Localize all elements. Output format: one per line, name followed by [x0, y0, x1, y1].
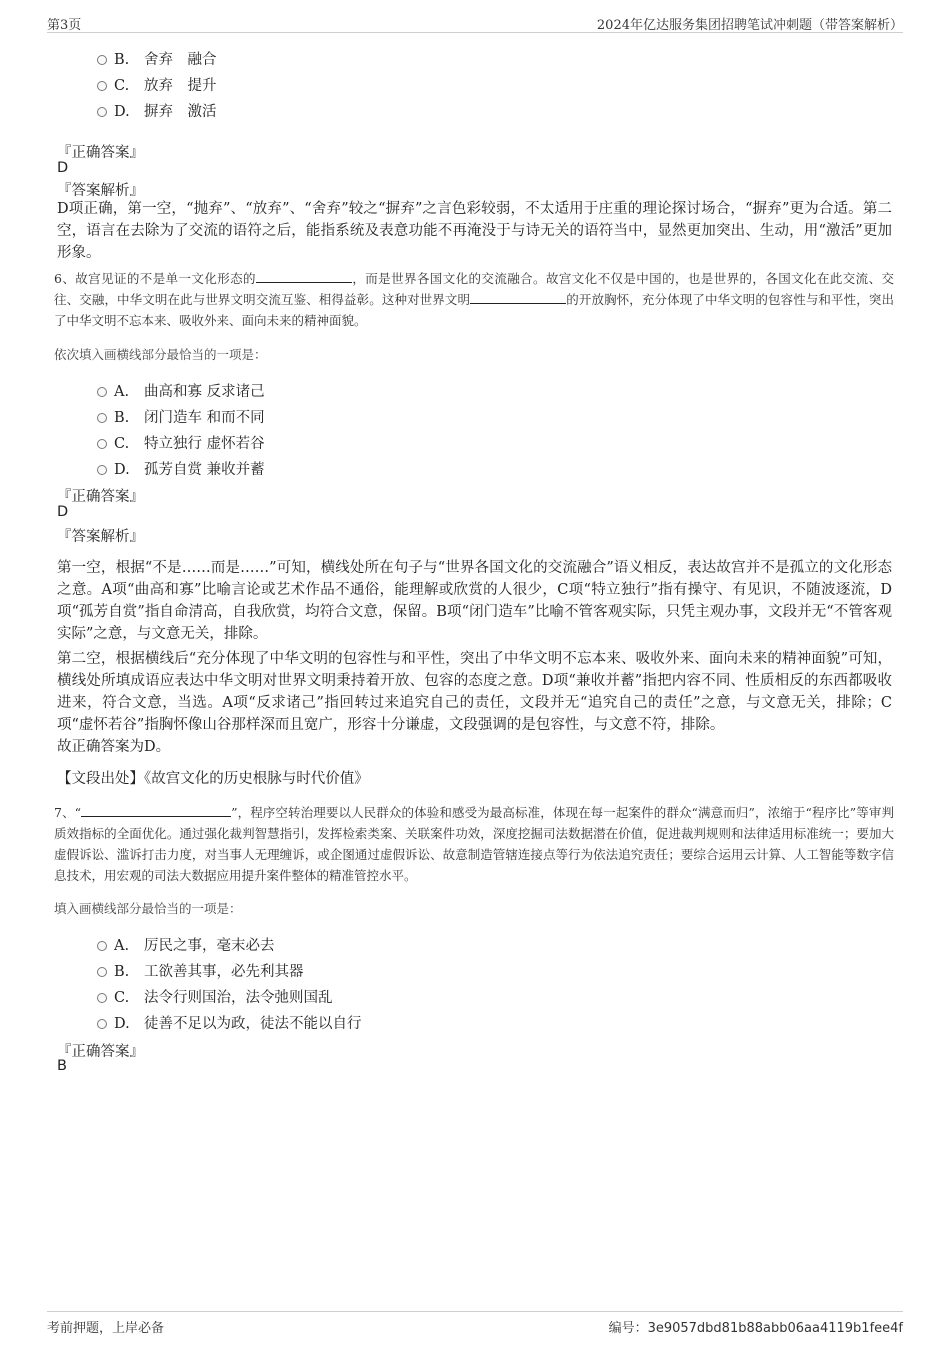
radio-icon[interactable] [97, 465, 107, 475]
page-number: 第3页 [47, 18, 82, 33]
q7-stem: 7、“ ”，程序空转治理要以人民群众的体验和感受为最高标准，体现在每一起案件的群众“满意而归”，浓缩于“程序比”等审判质效指标的全面优化。通过强化裁判智慧指引，发挥检索类案、关联案件功效，深度挖掘司法数据潜在价值，促进裁判规则和法律适用标准统一；要加大虚假诉讼、滥诉打击力度，对当事人无理缠诉，或企图通过虚假诉讼、故意制造管辖连接点等行为依法追究责任；要综合运用云计算、人工智能等数字信息技术，用宏观的司法大数据应用提升案件整体的精准管控水平。 [54, 805, 894, 883]
document-title: 2024年亿达服务集团招聘笔试冲刺题（带答案解析） [596, 18, 903, 33]
q7-blank [81, 804, 231, 817]
q7-option-c[interactable]: C. 法令行则国治，法令弛则国乱 [97, 986, 333, 1007]
radio-icon[interactable] [97, 55, 107, 65]
q6-analysis-p2: 第二空，根据横线后“充分体现了中华文明的包容性与和平性，突出了中华文明不忘本来、吸收外来、面向未来的精神面貌”可知，横线处所填成语应表达中华文明对世界文明秉持着开放、包容的态度之意。D项“兼收并蓄”指把内容不同、性质相反的东西都吸收进来，符合文意，当选。A项“反求诸己”指回转过来追究自己的责任，文段并无“追究自己的责任”之意，与文意无关，排除；C项“虚怀若谷”指胸怀像山谷那样深而且宽广，形容十分谦虚，文段强调的是包容性，与文意不符，排除。 [57, 651, 892, 733]
radio-icon[interactable] [97, 413, 107, 423]
radio-icon[interactable] [97, 941, 107, 951]
q7-answer: B [57, 1058, 67, 1074]
radio-icon[interactable] [97, 1019, 107, 1029]
q5-answer-label: 『正确答案』 [57, 145, 144, 161]
q6-analysis-p1: 第一空，根据“不是……而是……”可知，横线处所在句子与“世界各国文化的交流融合”语义相反，表达故宫并不是孤立的文化形态之意。A项“曲高和寡”比喻言论或艺术作品不通俗，能理解或欣赏的人很少，C项“特立独行”指有操守、有见识，不随波逐流，D项“孤芳自赏”指自命清高，自我欣赏，均符合文意，保留。B项“闭门造车”比喻不管客观实际，只凭主观办事，文段并无“不管客观实际”之意，与文意无关，排除。 [57, 560, 892, 642]
q6-instruction: 依次填入画横线部分最恰当的一项是： [54, 347, 267, 362]
q6-option-d[interactable]: D. 孤芳自赏 兼收并蓄 [97, 458, 265, 479]
q5-option-b[interactable]: B. 舍弃 融合 [97, 48, 217, 69]
q6-blank-2 [470, 291, 566, 304]
q6-option-c[interactable]: C. 特立独行 虚怀若谷 [97, 432, 265, 453]
q7-answer-label: 『正确答案』 [57, 1044, 144, 1060]
q5-analysis-label: 『答案解析』 [57, 183, 144, 199]
radio-icon[interactable] [97, 439, 107, 449]
page-footer [47, 1311, 903, 1336]
q7-instruction: 填入画横线部分最恰当的一项是： [54, 901, 242, 916]
radio-icon[interactable] [97, 107, 107, 117]
radio-icon[interactable] [97, 993, 107, 1003]
radio-icon[interactable] [97, 967, 107, 977]
q5-option-c[interactable]: C. 放弃 提升 [97, 74, 217, 95]
radio-icon[interactable] [97, 81, 107, 91]
footer-slogan: 考前押题，上岸必备 [47, 1321, 165, 1336]
radio-icon[interactable] [97, 387, 107, 397]
q6-answer-label: 『正确答案』 [57, 489, 144, 505]
q5-analysis: D项正确，第一空，“抛弃”、“放弃”、“舍弃”较之“摒弃”之言色彩较弱，不太适用于庄重的理论探讨场合，“摒弃”更为合适。第二空，语言在去除为了交流的语符之后，能指系统及表意功能不再淹没于与诗无关的语符当中，显然更加突出、生动，用“激活”更加形象。 [57, 201, 892, 261]
q5-answer: D [57, 160, 69, 176]
q5-option-d[interactable]: D. 摒弃 激活 [97, 100, 217, 121]
q6-option-b[interactable]: B. 闭门造车 和而不同 [97, 406, 265, 427]
q7-option-d[interactable]: D. 徒善不足以为政，徒法不能以自行 [97, 1012, 362, 1033]
q6-option-a[interactable]: A. 曲高和寡 反求诸己 [97, 380, 265, 401]
q6-blank-1 [256, 270, 352, 283]
page-header [47, 14, 903, 33]
q7-option-b[interactable]: B. 工欲善其事，必先利其器 [97, 960, 304, 981]
q6-stem: 6、故宫见证的不是单一文化形态的 ，而是世界各国文化的交流融合。故宫文化不仅是中国的，也是世界的，各国文化在此交流、交往、交融，中华文明在此与世界文明交流互鉴、相得益彰。这种对世界文明 的开放胸怀，充分体现了中华文明的包容性与和平性，突出了中华文明不忘本来、吸收外来、面向未来的精神面貌。 [54, 271, 894, 328]
q6-analysis-p3: 故正确答案为D。 [57, 739, 171, 755]
q6-answer: D [57, 504, 69, 520]
document-code: 编号：3e9057dbd81b88abb06aa4119b1fee4f [608, 1321, 903, 1336]
q7-option-a[interactable]: A. 厉民之事，毫末必去 [97, 934, 275, 955]
q6-source: 【文段出处】《故宫文化的历史根脉与时代价值》 [57, 771, 369, 787]
q6-analysis-label: 『答案解析』 [57, 529, 144, 545]
